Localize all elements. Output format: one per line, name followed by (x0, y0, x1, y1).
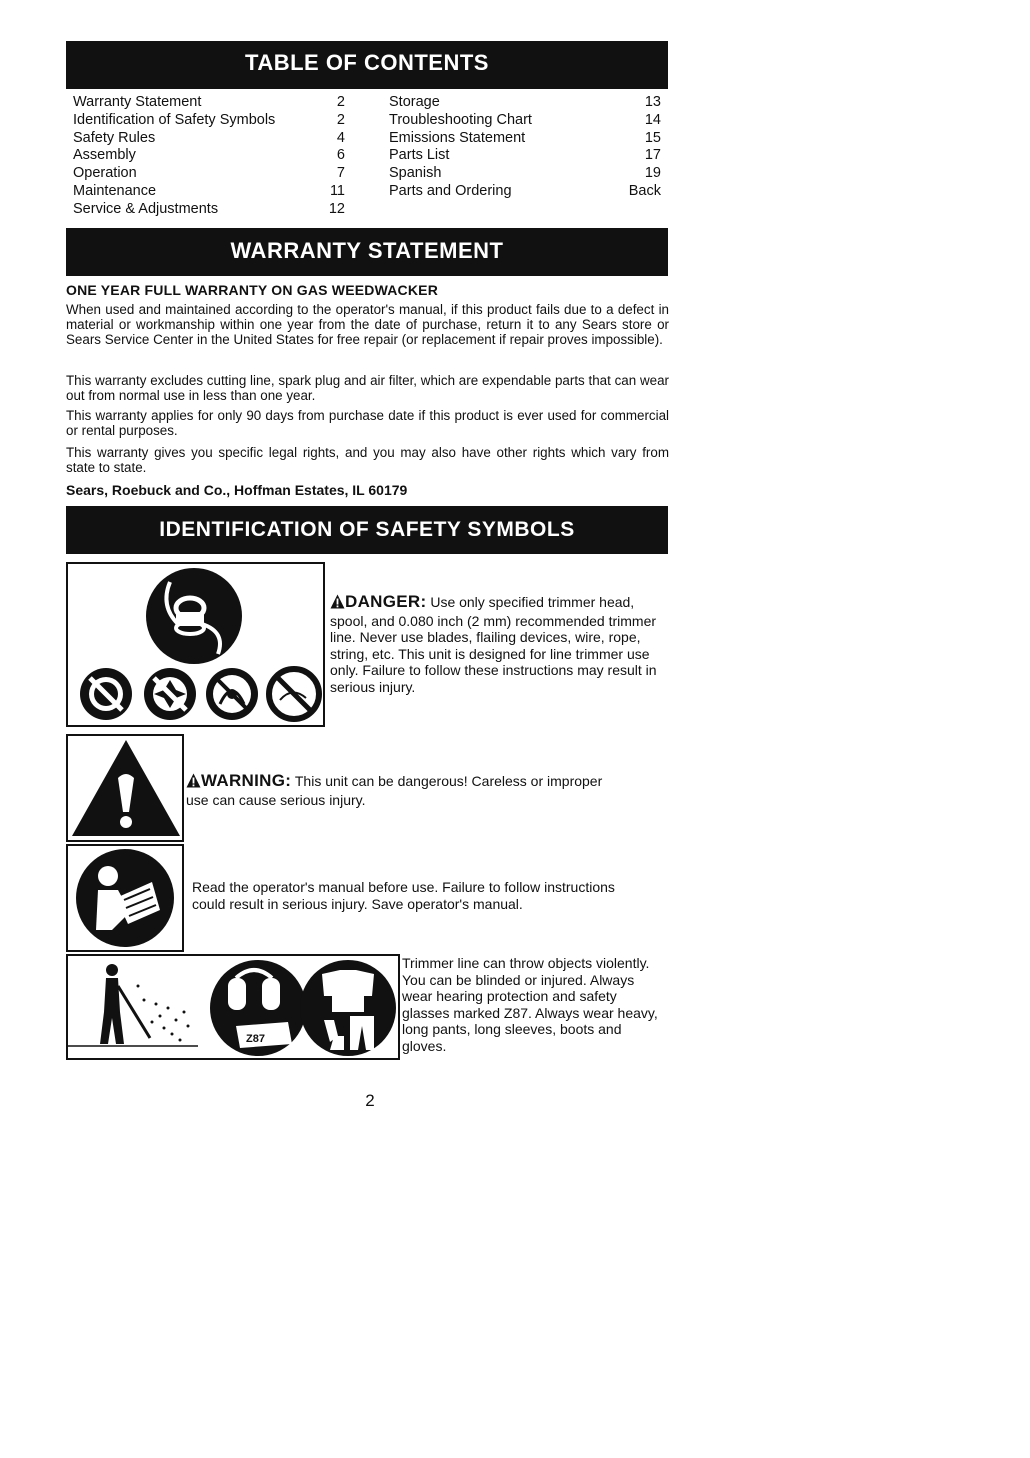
warranty-heading: ONE YEAR FULL WARRANTY ON GAS WEEDWACKER (66, 282, 439, 298)
protective-clothing-icon (300, 960, 396, 1056)
toc-right-column (389, 94, 661, 201)
toc-entry-page: 2 (336, 94, 345, 110)
toc-entry-label: Parts and Ordering (389, 182, 512, 199)
toc-entry (73, 130, 345, 148)
toc-entry-page: 12 (328, 200, 345, 217)
toc-entry (73, 165, 345, 183)
toc-entry-label: Assembly (73, 147, 136, 164)
toc-left-column (73, 94, 345, 219)
toc-entry (389, 112, 661, 130)
warning-description (186, 773, 626, 808)
toc-entry-page: 6 (336, 147, 345, 164)
toc-entry-label: Warranty Statement (73, 94, 202, 110)
toc-entry (73, 183, 345, 201)
toc-entry (389, 183, 661, 201)
toc-entry-page: 7 (336, 165, 345, 182)
toc-entry-label: Troubleshooting Chart (389, 111, 532, 128)
protective-equipment-description: Trimmer line can throw objects violently. You can be blinded or injured. Always wear hearing protection and safety glasses marked Z87. Always wear heavy, long pants, long sleeves, boots and gloves. (402, 955, 658, 1054)
toc-entry-label: Identification of Safety Symbols (73, 111, 276, 128)
toc-entry-page: 14 (644, 111, 661, 128)
operator-figure-icon (68, 964, 198, 1046)
toc-entry-label: Spanish (389, 165, 442, 182)
warning-label: WARNING: (201, 771, 292, 790)
safety-symbols-header: IDENTIFICATION OF SAFETY SYMBOLS (66, 506, 668, 554)
toc-entry-page: Back (628, 182, 661, 199)
prohibited-attachments-icons (68, 664, 323, 724)
danger-text: Use only specified trimmer head, spool, and 0.080 inch (2 mm) recommended trimmer line. Never use blades, flailing devices, wire, rope, string, etc. This unit is designed for line trimmer use only. Failure to follow these instructions may result in serious injury. (330, 594, 657, 695)
danger-label: DANGER: (345, 592, 427, 611)
warranty-paragraph-2: This warranty excludes cutting line, spark plug and air filter, which are expendable parts that can wear out from normal use in less than one year. (66, 373, 669, 403)
z87-mark: Z87 (246, 1033, 265, 1045)
toc-entry-label: Service & Adjustments (73, 200, 219, 217)
read-manual-description: Read the operator's manual before use. Failure to follow instructions could result in serious injury. Save operator's manual. (192, 879, 615, 912)
toc-entry-label: Parts List (389, 147, 450, 164)
toc-entry (389, 130, 661, 148)
warranty-address: Sears, Roebuck and Co., Hoffman Estates, IL 60179 (66, 482, 408, 498)
toc-entry (73, 147, 345, 165)
toc-entry (389, 165, 661, 183)
toc-entry (389, 94, 661, 112)
toc-entry-page: 11 (329, 182, 345, 199)
no-wire-icon (206, 668, 258, 720)
toc-entry-page: 15 (644, 129, 661, 146)
warning-triangle-icon (68, 736, 182, 840)
toc-entry (73, 112, 345, 130)
read-manual-icon (68, 846, 182, 950)
toc-entry-page: 13 (644, 94, 661, 110)
toc-entry-page: 2 (336, 111, 345, 128)
read-manual-icon-panel (66, 844, 184, 952)
toc-entry (389, 147, 661, 165)
toc-entry (73, 94, 345, 112)
toc-entry-label: Operation (73, 165, 137, 182)
warning-icon-panel (66, 734, 184, 842)
page-number: 2 (365, 1091, 375, 1110)
protective-equipment-panel (66, 954, 400, 1060)
toc-entry-label: Emissions Statement (389, 129, 526, 146)
alert-triangle-icon (330, 594, 345, 613)
toc-entry-label: Maintenance (73, 182, 157, 199)
warning-text: This unit can be dangerous! Careless or improper use can cause serious injury. (186, 773, 603, 808)
thrown-objects-icon (68, 956, 398, 1058)
no-blade-icon (80, 668, 132, 720)
danger-icon-panel (66, 562, 325, 727)
toc-entry-page: 19 (644, 165, 661, 182)
toc-header: TABLE OF CONTENTS (66, 41, 668, 89)
warranty-paragraph-1: When used and maintained according to the operator's manual, if this product fails due to a defect in material or workmanship within one year from the date of purchase, return it to any Sears store or Sears Service Center in the United States for free repair (or replacement if repair proves impossible). (66, 302, 669, 347)
toc-entry-page: 17 (644, 147, 661, 164)
no-rope-icon (269, 669, 319, 719)
no-flail-icon (144, 668, 196, 720)
toc-entry-label: Storage (389, 94, 440, 110)
danger-description (330, 594, 666, 696)
warranty-paragraph-4: This warranty gives you specific legal rights, and you may also have other rights which vary from state to state. (66, 445, 669, 475)
toc-entry-page: 4 (336, 129, 345, 146)
warranty-paragraph-3: This warranty applies for only 90 days from purchase date if this product is ever used for commercial or rental purposes. (66, 408, 669, 438)
warranty-header: WARRANTY STATEMENT (66, 228, 668, 276)
toc-entry-label: Safety Rules (73, 129, 156, 146)
toc-entry (73, 201, 345, 219)
alert-triangle-icon (186, 773, 201, 792)
